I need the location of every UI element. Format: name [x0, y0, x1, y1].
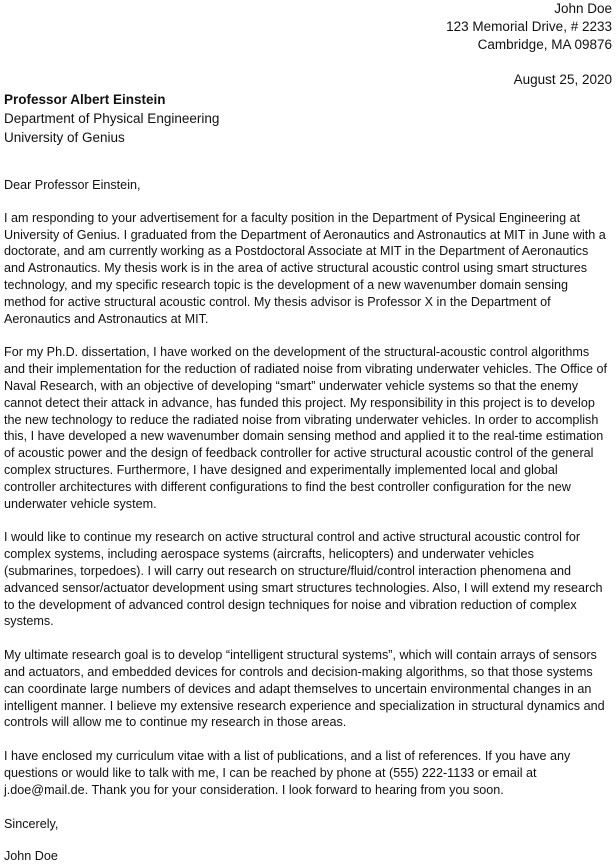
recipient-institution: University of Genius [4, 130, 125, 145]
sender-address-line2: Cambridge, MA 09876 [477, 37, 612, 52]
sender-address-block [446, 0, 612, 54]
recipient-department: Department of Physical Engineering [4, 111, 220, 126]
letter-paragraph-5: I have enclosed my curriculum vitae with a list of publications, and a list of references. If you have any questions or would like to talk with me, I can be reached by phone at (555) 222-1133 or email at j.doe@mail.de. Thank you for your consideration. I look forward to hearing from you soon. [4, 749, 571, 797]
letter-signature: John Doe [4, 849, 58, 864]
recipient-address-block [4, 90, 219, 147]
letter-paragraph-2: For my Ph.D. dissertation, I have worked on the development of the structural-acoustic control algorithms and their implementation for the reduction of radiated noise from vibrating underwater vehicles. The Office of Naval Research, with an objective of developing “smart” underwater vehicle systems so that the enemy cannot detect their attack in advance, has funded this project. My responsibility in this project is to develop the new technology to reduce the radiated noise from vibrating underwater vehicles. In order to accomplish this, I have developed a new wavenumber domain sensing method and applied it to the real-time estimation of acoustic power and the design of feedback controller for active structural acoustic control of the general complex structures. Furthermore, I have designed and experimentally implemented local and global controller architectures with different configurations to find the best controller configuration for the new underwater vehicle system. [4, 345, 607, 511]
letter-body [4, 177, 610, 865]
letter-paragraph-4: My ultimate research goal is to develop “intelligent structural systems”, which will contain arrays of sensors and actuators, and embedded devices for controls and decision-making algorithms, so that those systems can coordinate large numbers of devices and adapt themselves to uncertain environmental changes in an intelligent manner. I believe my extensive research experience and specialization in structural dynamics and controls will allow me to continue my research in those areas. [4, 648, 605, 730]
letter-greeting: Dear Professor Einstein, [4, 178, 141, 192]
sender-address-line1: 123 Memorial Drive, # 2233 [446, 19, 612, 34]
recipient-name: Professor Albert Einstein [4, 92, 166, 107]
letter-paragraph-1: I am responding to your advertisement for a faculty position in the Department of Pysical Engineering at University of Genius. I graduated from the Department of Aeronautics and Astronautics at MIT in June with a doctorate, and am currently working as a Postdoctoral Associate at MIT in the Department of Aeronautics and Astronautics. My thesis work is in the area of active structural acoustic control using smart structures technology, and my specific research topic is the development of a new wavenumber domain sensing method for active structural acoustic control. My thesis advisor is Professor X in the Department of Aeronautics and Astronautics at MIT. [4, 210, 606, 326]
letter-closing: Sincerely, [4, 816, 59, 831]
sender-name: John Doe [554, 1, 612, 16]
letter-paragraph-3: I would like to continue my research on active structural control and active structural acoustic control for complex systems, including aerospace systems (aircrafts, helicopters) and underwater vehicles (submarines, torpedoes). I will carry out research on structure/fluid/control interaction phenomena and advanced sensor/actuator development using smart structures technologies. Also, I will extend my research to the development of advanced control design techniques for noise and vibration reduction of complex systems. [4, 530, 603, 629]
letter-date: August 25, 2020 [513, 72, 612, 87]
